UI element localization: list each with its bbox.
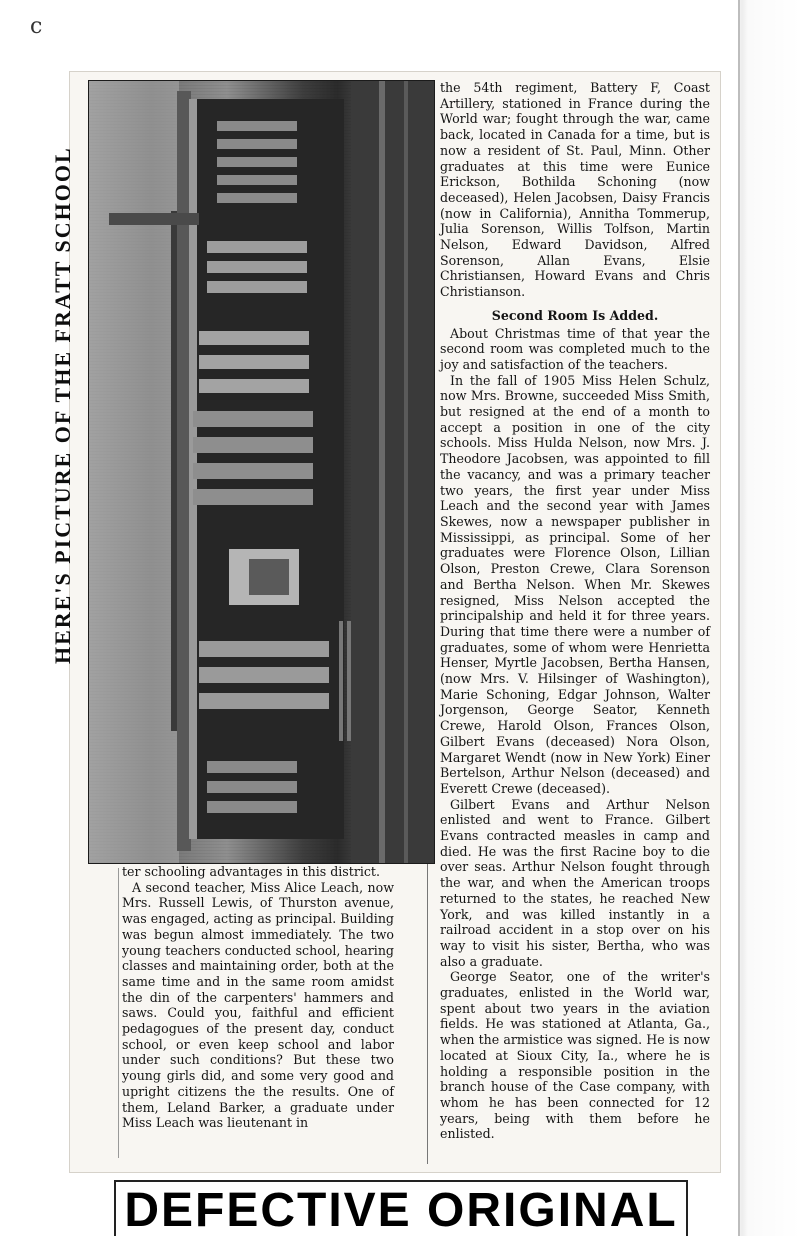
page-mark: c: [30, 14, 43, 39]
subhead: Second Room Is Added.: [491, 307, 659, 323]
article-paragraph: Gilbert Evans and Arthur Nelson enlisted and went to France. Gilbert Evans contracted measles in camp and died. He was the first Racine boy to die over seas. Arthur Nelson fought through the war, and when the American troops returned to the states, he reached New York, and was killed instantly in a railroad accident in a stop over on his way to visit his sister, Bertha, who was also a graduate.: [440, 796, 710, 969]
scanner-edge: [738, 0, 800, 1236]
school-photo: [88, 80, 435, 864]
headline: HERE'S PICTURE OF THE FRATT SCHOOL: [50, 146, 75, 664]
article-paragraph: A second teacher, Miss Alice Leach, now Mrs. Russell Lewis, of Thurston avenue, was engaged, acting as principal. Building was begun almost immediately. The two young teachers conducted school, hearing classes and maintaining order, both at the same time and in the same room amidst the din of the carpenters' hammers and saws. Could you, faithful and efficient pedagogues of the present day, conduct school, or even keep school and labor under such conditions? But these two young girls did, and some very good and upright citizens the the results. One of them, Leland Barker, a graduate under Miss Leach was lieutenant in: [122, 879, 394, 1131]
school-building-illustration: [89, 81, 434, 863]
article-paragraph: ter schooling advantages in this district.: [122, 864, 380, 879]
article-paragraph: About Christmas time of that year the second room was completed much to the joy and satisfaction of the teachers.: [440, 325, 710, 372]
article-paragraph: George Seator, one of the writer's graduates, enlisted in the World war, spent about two years in the aviation fields. He was stationed at Atlanta, Ga., when the armistice was signed. He is now located at Sioux City, Ia., where he is holding a responsible position in the branch house of the Case company, with whom he has been connected for 12 years, being with them before he enlisted.: [440, 969, 710, 1142]
article-paragraph: In the fall of 1905 Miss Helen Schulz, now Mrs. Browne, succeeded Miss Smith, but resigned at the end of a month to accept a position in one of the city schools. Miss Hulda Nelson, now Mrs. J. Theodore Jacobsen, was appointed to fill the vacancy, and was a primary teacher two years, the first year under Miss Leach and the second year with James Skewes, now a newspaper publisher in Mississippi, as principal. Some of her graduates were Florence Olson, Lillian Olson, Preston Crewe, Clara Sorenson and Bertha Nelson. When Mr. Skewes resigned, Miss Nelson accepted the principalship and held it for three years. During that time there were a number of graduates, some of whom were Henrietta Henser, Myrtle Jacobsen, Bertha Hansen, (now Mrs. V. Hilsinger of Washington), Marie Schoning, Edgar Johnson, Walter Jorgenson, George Seator, Kenneth Crewe, Harold Olson, Frances Olson, Gilbert Evans (deceased) Nora Olson, Margaret Wendt (now in New York) Einer Bertelson, Arthur Nelson (deceased) and Everett Crewe (deceased).: [440, 372, 710, 796]
left-text-column: [122, 864, 394, 1131]
column-rule: [118, 868, 119, 1158]
defective-original-stamp: DEFECTIVE ORIGINAL: [114, 1180, 688, 1236]
article-paragraph: the 54th regiment, Battery F, Coast Artillery, stationed in France during the World war; fought through the war, came back, located in Canada for a time, but is now a resident of St. Paul, Minn. Other graduates at this time were Eunice Erickson, Bothilda Schoning (now deceased), Helen Jacobsen, Daisy Francis (now in California), Annitha Tommerup, Julia Sorenson, Willis Tolfson, Martin Nelson, Edward Davidson, Alfred Sorenson, Allan Evans, Elsie Christiansen, Howard Evans and Chris Christianson.: [440, 80, 710, 300]
right-text-column: [440, 80, 710, 1142]
column-rule: [427, 864, 428, 1164]
